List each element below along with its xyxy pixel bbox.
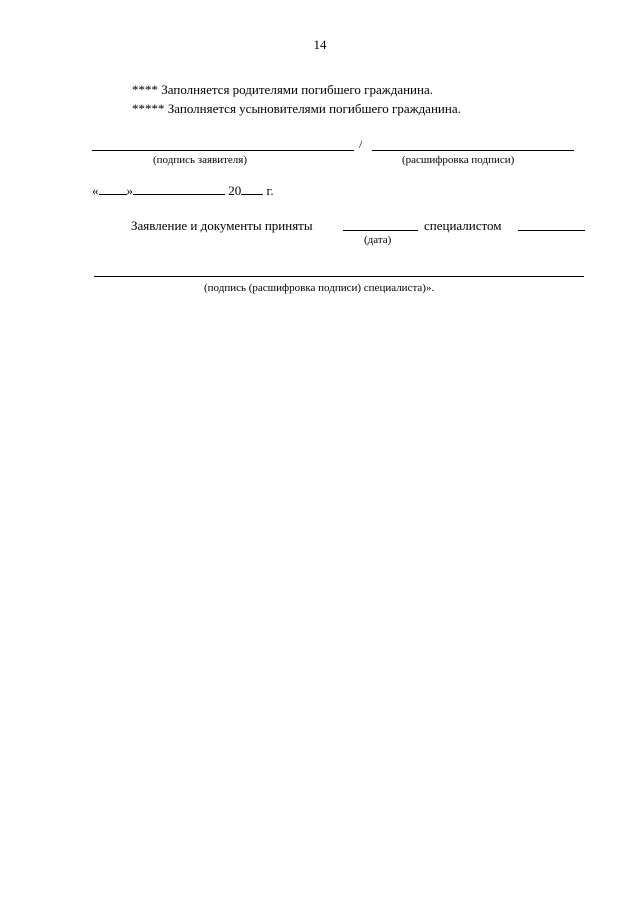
specialist-signature-caption: (подпись (расшифровка подписи) специалиста)». xyxy=(204,282,435,294)
acceptance-date-caption: (дата) xyxy=(364,234,392,246)
year-suffix: г. xyxy=(266,183,274,198)
open-quote: « xyxy=(92,183,99,198)
year-prefix: 20 xyxy=(228,183,242,198)
specialist-blank xyxy=(518,230,585,231)
year-blank xyxy=(241,184,263,195)
signature-separator: / xyxy=(359,137,363,151)
acceptance-text-before: Заявление и документы приняты xyxy=(131,218,313,233)
acceptance-text-middle: специалистом xyxy=(424,218,502,233)
footnote-adoptive-parents: ***** Заполняется усыновителями погибшего гражданина. xyxy=(132,101,461,116)
signature-decode-line xyxy=(372,150,574,151)
acceptance-date-blank xyxy=(343,230,418,231)
applicant-signature-line xyxy=(92,150,354,151)
date-line xyxy=(92,183,274,199)
month-blank xyxy=(133,184,225,195)
day-blank xyxy=(99,184,127,195)
specialist-signature-line xyxy=(94,276,584,277)
page-number: 14 xyxy=(313,37,327,52)
applicant-signature-caption: (подпись заявителя) xyxy=(153,154,248,166)
close-quote: » xyxy=(126,183,133,198)
signature-decode-caption: (расшифровка подписи) xyxy=(402,154,515,166)
footnote-parents: **** Заполняется родителями погибшего гражданина. xyxy=(132,82,433,97)
